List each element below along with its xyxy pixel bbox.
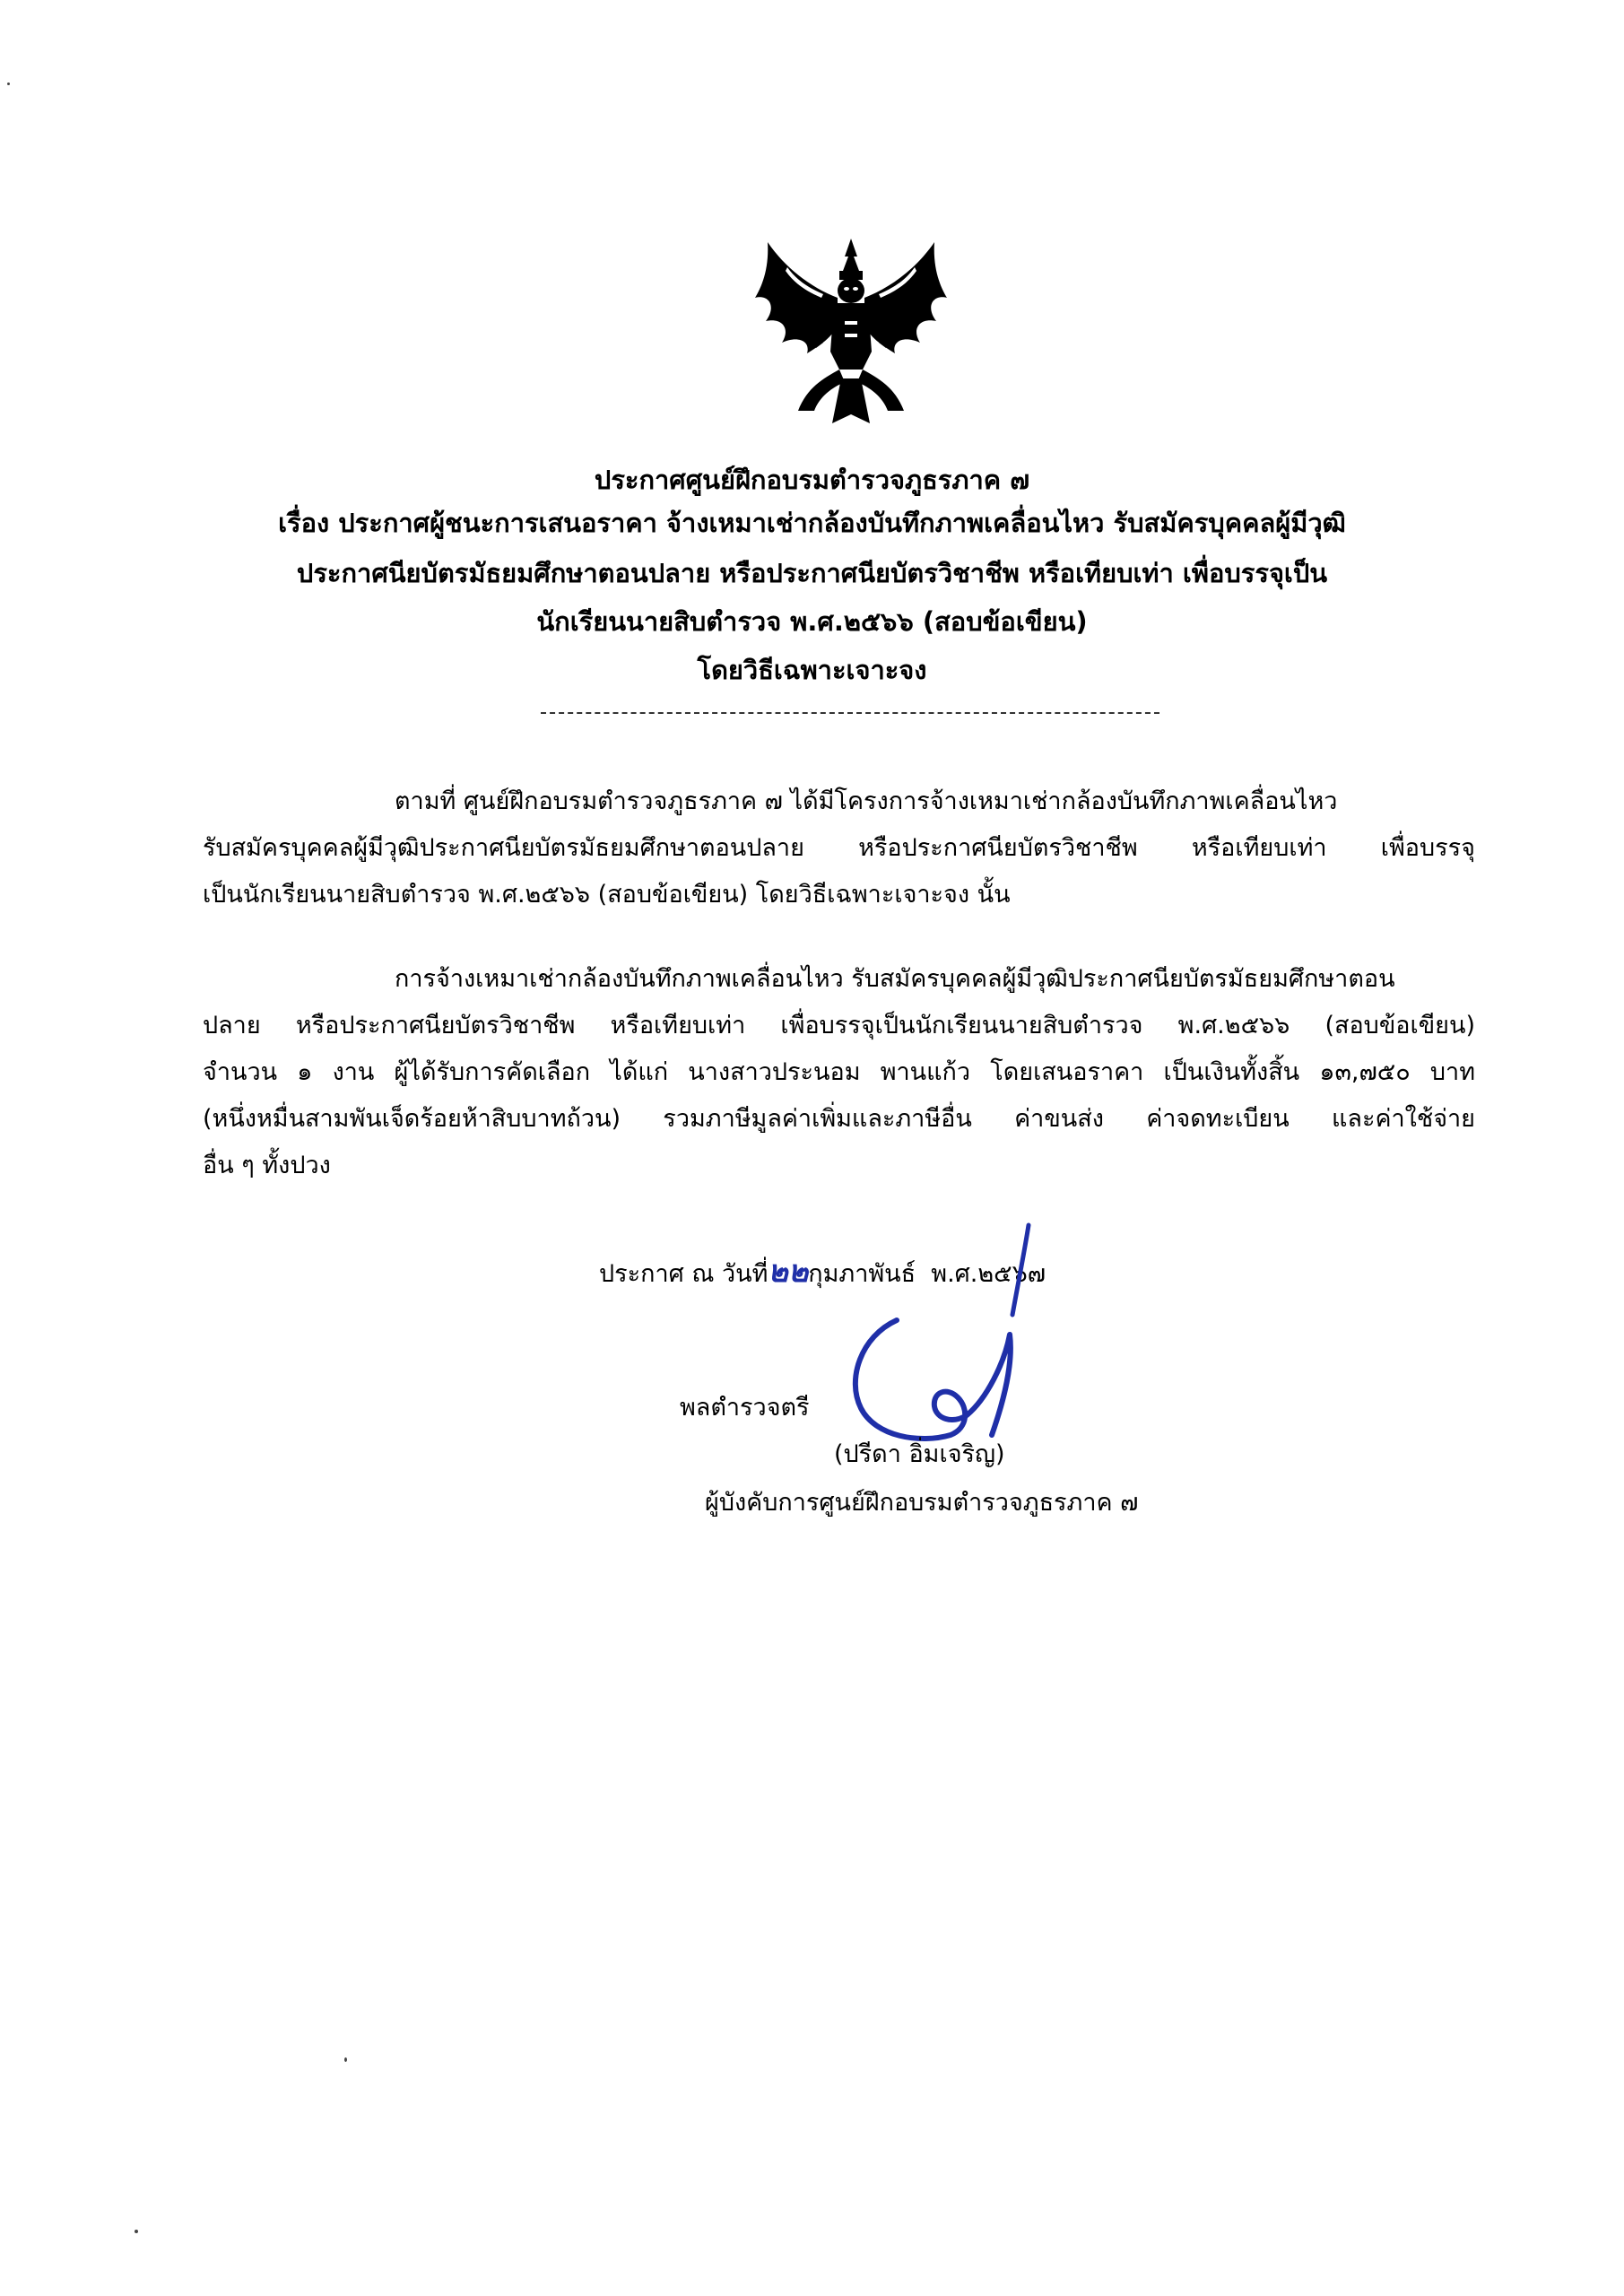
scan-speck [344,2057,347,2062]
scan-speck [7,83,10,85]
heading-method: โดยวิธีเฉพาะเจาะจง [697,655,927,685]
announce-prefix: ประกาศ ณ วันที่ [599,1260,769,1288]
announce-month: กุมภาพันธ์ [808,1260,916,1288]
ink-stroke-icon [1002,1222,1038,1320]
paragraph-2-line-4: (หนึ่งหมื่นสามพันเจ็ดร้อยห้าสิบบาทถ้วน) รวมภาษีมูลค่าเพิ่มและภาษีอื่น ค่าขนส่ง ค่าจดทะเบียน และค่าใช้จ่าย [203,1105,1475,1133]
handwritten-signature-icon [834,1309,1040,1453]
paragraph-2-line-2: ปลาย หรือประกาศนียบัตรวิชาชีพ หรือเทียบเท่า เพื่อบรรจุเป็นนักเรียนนายสิบตำรวจ พ.ศ.๒๕๖๖ (สอบข้อเขียน) [203,1012,1475,1039]
paragraph-2-line-5: อื่น ๆ ทั้งปวง [203,1152,331,1179]
paragraph-2-line-3: จำนวน ๑ งาน ผู้ได้รับการคัดเลือก ได้แก่ นางสาวประนอม พานแก้ว โดยเสนอราคา เป็นเงินทั้งสิ้น ๑๓,๗๕๐ บาท [203,1058,1475,1086]
heading-subject-line-2: ประกาศนียบัตรมัธยมศึกษาตอนปลาย หรือประกาศนียบัตรวิชาชีพ หรือเทียบเท่า เพื่อบรรจุเป็น [296,558,1328,588]
heading-subject-line-3: นักเรียนนายสิบตำรวจ พ.ศ.๒๕๖๖ (สอบข้อเขียน) [536,606,1088,637]
divider-line [541,712,1159,714]
heading-subject: เรื่อง ประกาศผู้ชนะการเสนอราคา จ้างเหมาเช่ากล้องบันทึกภาพเคลื่อนไหว รับสมัครบุคคลผู้มีวุฒิ [278,508,1346,538]
paragraph-1-line-3: เป็นนักเรียนนายสิบตำรวจ พ.ศ.๒๕๖๖ (สอบข้อเขียน) โดยวิธีเฉพาะเจาะจง นั้น [203,881,1011,909]
scan-speck [135,2230,138,2233]
announce-day-handwritten: ๒๒ [768,1254,809,1290]
announce-year: พ.ศ.๒๕๖๗ [931,1260,1046,1288]
heading-title: ประกาศศูนย์ฝึกอบรมตำรวจภูธรภาค ๗ [594,465,1030,495]
signatory-position: ผู้บังคับการศูนย์ฝึกอบรมตำรวจภูธรภาค ๗ [705,1489,1139,1517]
paragraph-2-line-1: การจ้างเหมาเช่ากล้องบันทึกภาพเคลื่อนไหว รับสมัครบุคคลผู้มีวุฒิประกาศนียบัตรมัธยมศึกษาตอน [395,965,1395,993]
announce-date [599,1252,1046,1294]
signatory-rank: พลตำรวจตรี [680,1394,810,1422]
paragraph-1-line-2: รับสมัครบุคคลผู้มีวุฒิประกาศนียบัตรมัธยมศึกษาตอนปลาย หรือประกาศนียบัตรวิชาชีพ หรือเทียบเท่า เพื่อบรรจุ [203,834,1475,862]
signatory-name: (ปรีดา อิ่มเจริญ) [834,1440,1005,1468]
paragraph-1-line-1: ตามที่ ศูนย์ฝึกอบรมตำรวจภูธรภาค ๗ ได้มีโครงการจ้างเหมาเช่ากล้องบันทึกภาพเคลื่อนไหว [395,787,1338,815]
garuda-emblem-icon [751,235,951,429]
